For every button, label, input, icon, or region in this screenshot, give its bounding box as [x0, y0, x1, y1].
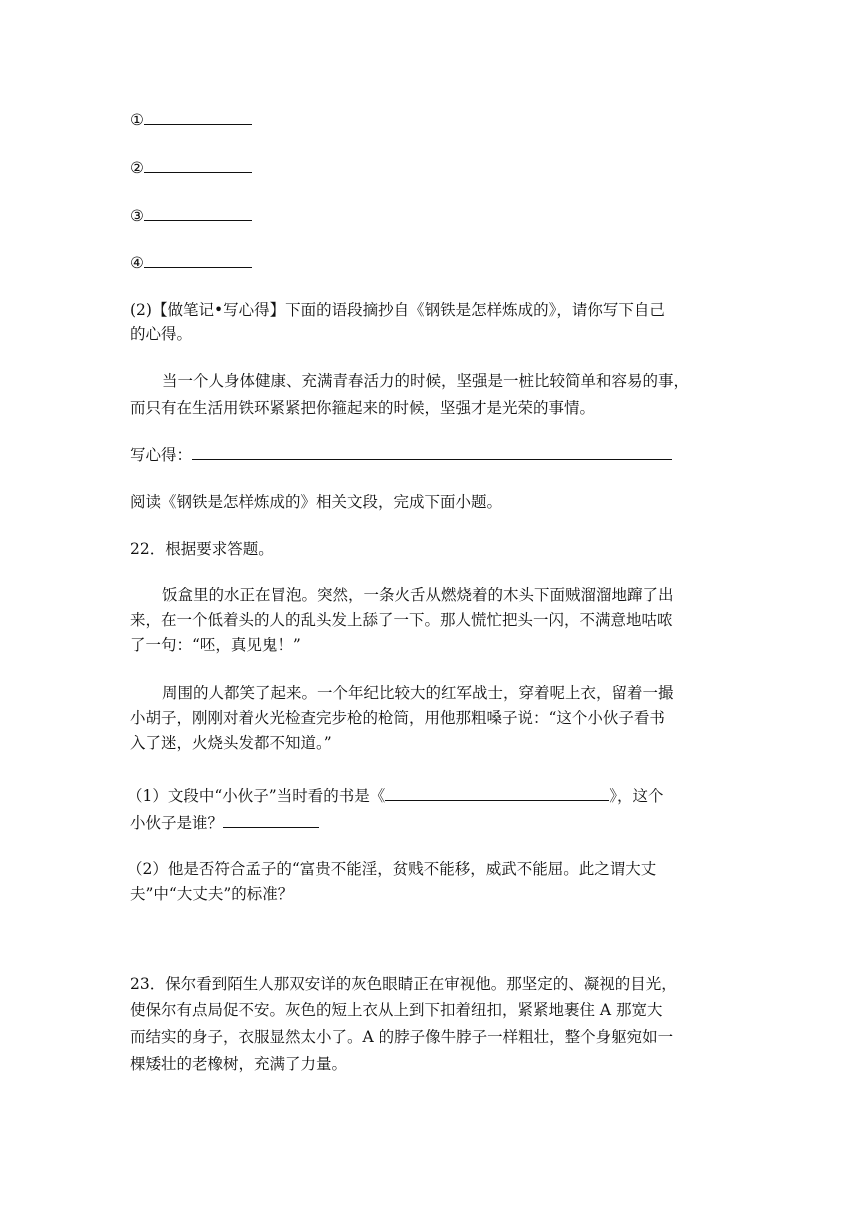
answer-marker: ③ [130, 207, 144, 225]
answer-line-1[interactable] [130, 110, 252, 130]
q23-line-1: 23．保尔看到陌生人那双安详的灰色眼睛正在审视他。那坚定的、凝视的目光， [130, 975, 677, 993]
answer-line-2[interactable] [130, 158, 252, 178]
q2-write-row[interactable] [130, 445, 672, 465]
sub1-text-c: 小伙子是谁？ [130, 814, 224, 832]
answer-blank[interactable] [144, 110, 252, 125]
q2-quote-line-1: 当一个人身体健康、充满青春活力的时候，坚强是一桩比较简单和容易的事， [162, 372, 690, 390]
q22-p1-line-1: 饭盒里的水正在冒泡。突然，一条火舌从燃烧着的木头下面贼溜溜地蹿了出 [162, 586, 674, 604]
q23-line-4: 棵矮壮的老橡树，充满了力量。 [130, 1055, 348, 1073]
book-title-blank[interactable] [385, 786, 609, 801]
q2-prompt-line-1: (2)【做笔记•写心得】下面的语段摘抄自《钢铁是怎样炼成的》，请你写下自己 [130, 301, 665, 319]
answer-blank[interactable] [144, 253, 252, 268]
q22-p1-line-2: 来，在一个低着头的人的乱头发上舔了一下。那人慌忙把头一闪，不满意地咕哝 [130, 611, 673, 629]
answer-marker: ② [130, 159, 144, 177]
answer-marker: ④ [130, 254, 144, 272]
q2-quote-line-2: 而只有在生活用铁环紧紧把你箍起来的时候，坚强才是光荣的事情。 [130, 399, 596, 417]
answer-blank[interactable] [144, 158, 252, 173]
q23-line-2: 使保尔有点局促不安。灰色的短上衣从上到下扣着纽扣，紧紧地裹住 A 那宽大 [130, 1001, 663, 1019]
write-label: 写心得： [130, 446, 193, 464]
q22-sub2-line-2: 夫”中“大丈夫”的标准？ [130, 885, 294, 903]
q22-sub1-line-1[interactable] [127, 786, 663, 806]
sub1-text-a: （1）文段中“小伙子”当时看的书是《 [127, 787, 386, 805]
answer-line-3[interactable] [130, 206, 252, 226]
read-intro: 阅读《钢铁是怎样炼成的》相关文段，完成下面小题。 [130, 493, 503, 511]
answer-marker: ① [130, 111, 144, 129]
q22-p2-line-3: 入了迷，火烧头发都不知道。” [130, 734, 332, 752]
write-blank[interactable] [192, 445, 672, 460]
q22-p2-line-1: 周围的人都笑了起来。一个年纪比较大的红军战士，穿着呢上衣，留着一撮 [162, 684, 674, 702]
sub1-text-b: 》，这个 [609, 787, 664, 805]
q23-line-3: 而结实的身子，衣服显然太小了。A 的脖子像牛脖子一样粗壮，整个身躯宛如一 [130, 1028, 674, 1046]
answer-line-4[interactable] [130, 253, 252, 273]
q22-p2-line-2: 小胡子，刚刚对着火光检查完步枪的枪筒，用他那粗嗓子说：“这个小伙子看书 [130, 709, 665, 727]
q22-title: 22．根据要求答题。 [130, 540, 274, 558]
answer-blank[interactable] [144, 206, 252, 221]
q22-p1-line-3: 了一句：“呸，真见鬼！” [130, 636, 301, 654]
q2-prompt-line-2: 的心得。 [130, 325, 193, 343]
q22-sub1-line-2[interactable] [130, 813, 319, 833]
q22-sub2-line-1: （2）他是否符合孟子的“富贵不能淫，贫贱不能移，威武不能屈。此之谓大丈 [127, 860, 657, 878]
person-blank[interactable] [223, 813, 319, 828]
